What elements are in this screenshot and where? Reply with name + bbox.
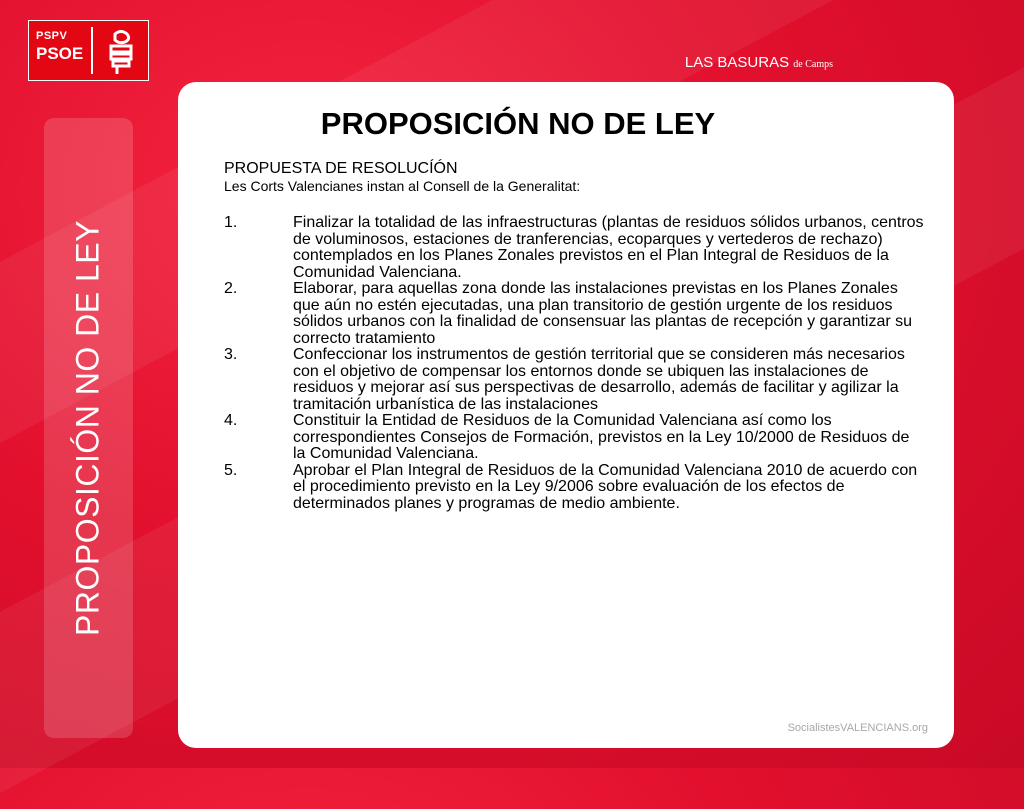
logo-text: [29, 21, 91, 80]
footer-url: SocialistesVALENCIANS.org: [787, 722, 928, 734]
list-item: [224, 281, 924, 347]
rose-fist-icon: [93, 21, 148, 80]
logo-line1: PSPV: [36, 30, 68, 42]
logo-line2: PSOE: [36, 44, 84, 63]
list-item-number: 1.: [224, 214, 238, 231]
psoe-logo: [28, 20, 149, 81]
list-item-text: Constituir la Entidad de Residuos de la Comunidad Valenciana así como los correspondientes Consejos de Formación, previstos en la Ley 10/2000 de Residuos de la Comunidad Valenciana.: [293, 412, 910, 462]
header-title-sub: de Camps: [793, 59, 833, 70]
list-item-text: Elaborar, para aquellas zona donde las instalaciones previstas en los Planes Zonales que aún no estén ejecutadas, una plan transitorio de gestión urgente de los residuos sólidos urbanos con la finalidad de consensuar las plantas de recepción y garantizar su correcto tratamiento: [293, 280, 913, 347]
list-item-text: Aprobar el Plan Integral de Residuos de la Comunidad Valenciana 2010 de acuerdo con el procedimiento previsto en la Ley 9/2006 sobre evaluación de los efectos de determinados planes y programas de medio ambiente.: [293, 461, 918, 512]
list-item: [224, 463, 924, 513]
slide-subtitle: PROPUESTA DE RESOLUCÍÓN: [224, 160, 458, 177]
list-item-text: Finalizar la totalidad de las infraestructuras (plantas de residuos sólidos urbanos, centros de voluminosos, estaciones de tranferencias, ecoparques y vertederos de rechazo) contemplados en los Planes Zonales previstos en el Plan Integral de Residuos de la Comunidad Valenciana.: [293, 214, 924, 281]
slide-title: PROPOSICIÓN NO DE LEY: [320, 106, 716, 141]
side-title: PROPOSICIÓN NO DE LEY: [69, 220, 106, 636]
list-item-number: 3.: [224, 346, 238, 363]
list-item: [224, 215, 924, 281]
list-item-number: 5.: [224, 461, 238, 479]
slide-intro: Les Corts Valencianes instan al Consell de la Generalitat:: [224, 178, 581, 194]
list-item-number: 2.: [224, 280, 238, 297]
content-card: [178, 82, 954, 748]
list-item-number: 4.: [224, 412, 238, 429]
slide-content: [224, 160, 924, 512]
header-title-main: LAS BASURAS: [684, 54, 790, 71]
list-item: [224, 413, 924, 463]
list-item-text: Confeccionar los instrumentos de gestión territorial que se consideren más necesarios con el objetivo de compensar los entornos donde se ubiquen las instalaciones de residuos y mejorar así sus perspectivas de desarrollo, además de facilitar y agilizar la tramitación urbanística de las instalaciones: [293, 346, 905, 413]
resolution-list: [224, 215, 924, 512]
list-item: [224, 347, 924, 413]
header-title: [685, 54, 833, 71]
